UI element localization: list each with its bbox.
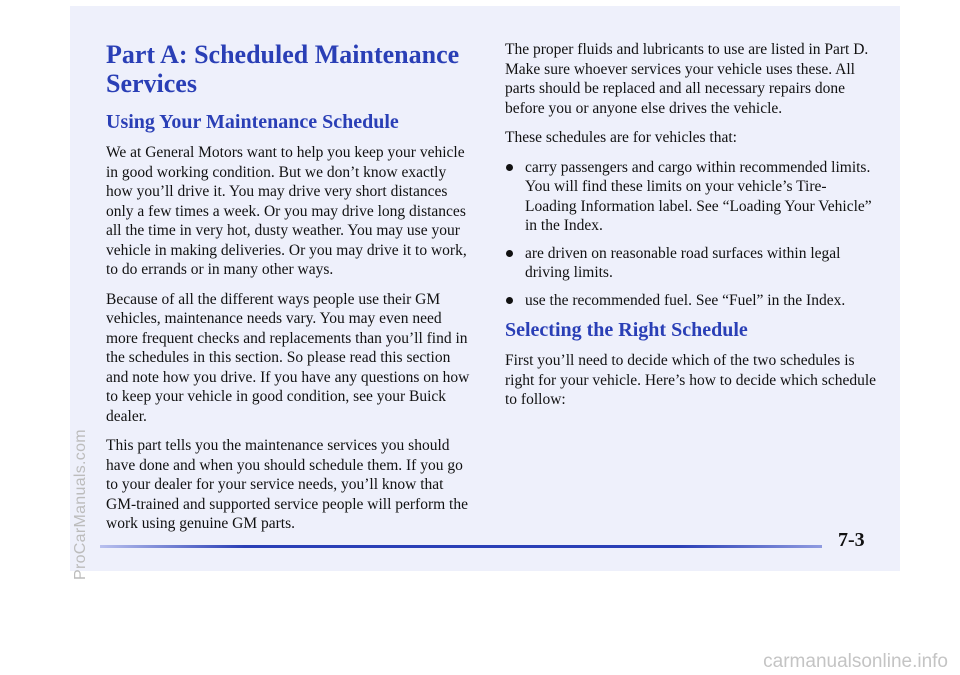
right-column	[505, 40, 877, 420]
paragraph-schedules-for: These schedules are for vehicles that:	[505, 129, 737, 146]
title-line-1: Part A: Scheduled Maintenance	[106, 40, 460, 69]
side-watermark: ProCarManuals.com	[72, 429, 89, 580]
paragraph-decide: First you’ll need to decide which of the two schedules is right for your vehicle. Here’s how to decide which schedule to follow:	[505, 352, 877, 408]
title-line-2: Services	[106, 69, 197, 98]
bottom-watermark: carmanualsonline.info	[763, 651, 948, 672]
paragraph-intro: We at General Motors want to help you keep your vehicle in good working condition. But we don’t know exactly how you’ll drive it. You may drive very short distances only a few times a week. Or you may drive long distances all the time in very hot, dusty weather. You may use your vehicle in making deliveries. Or you may drive it to work, to do errands or in many other ways.	[106, 144, 467, 278]
list-item-text: carry passengers and cargo within recommended limits. You will find these limits on your vehicle’s Tire-Loading Information label. See “Loading Your Vehicle” in the Index.	[525, 158, 872, 234]
bullet-icon	[506, 250, 513, 257]
page-number: 7-3	[838, 529, 865, 551]
list-item-text: are driven on reasonable road surfaces within legal driving limits.	[525, 244, 841, 281]
list-item	[505, 244, 877, 283]
paragraph-needs-vary: Because of all the different ways people use their GM vehicles, maintenance needs vary. You may even need more frequent checks and replacements than you’ll find in the schedules in this section. So please read this section and note how you drive. If you have any questions on how to keep your vehicle in good condition, see your Buick dealer.	[106, 290, 470, 425]
section-heading-right-schedule: Selecting the Right Schedule	[505, 319, 748, 341]
page-title	[106, 40, 474, 98]
list-item	[505, 158, 877, 236]
section-heading-maintenance-schedule: Using Your Maintenance Schedule	[106, 111, 399, 133]
paragraph-fluids: The proper fluids and lubricants to use are listed in Part D. Make sure whoever services your vehicle uses these. All parts should be replaced and all necessary repairs done before you or anyone else drives the vehicle.	[505, 41, 869, 117]
paragraph-services: This part tells you the maintenance services you should have done and when you should schedule them. If you go to your dealer for your service needs, you’ll know that GM-trained and supported service people will perform the work using genuine GM parts.	[106, 437, 468, 532]
list-item-text: use the recommended fuel. See “Fuel” in the Index.	[525, 291, 846, 309]
footer-rule	[100, 545, 822, 548]
bullet-icon	[506, 164, 513, 171]
bullet-icon	[506, 297, 513, 304]
vehicle-conditions-list	[505, 158, 877, 311]
left-column	[106, 40, 474, 544]
list-item	[505, 291, 877, 311]
